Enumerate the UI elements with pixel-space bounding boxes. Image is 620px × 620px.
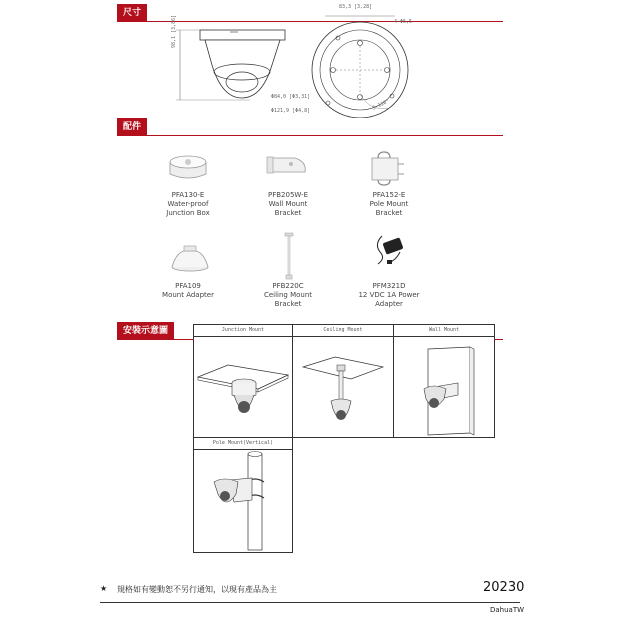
dimension-angle: 3-120°	[371, 98, 391, 112]
accessory-desc: Adapter	[375, 300, 403, 308]
mount-panel-wall	[393, 324, 495, 438]
footer-star-icon: ★	[100, 584, 108, 593]
accessory-desc: 12 VDC 1A Power	[358, 291, 420, 299]
junction-box-image	[166, 152, 210, 182]
footer-brand: DahuaTW	[490, 606, 525, 614]
footer-document-number: 20230	[483, 580, 525, 595]
mount-title: Junction Mount	[194, 325, 292, 337]
mount-title: Ceiling Mount	[293, 325, 393, 337]
footer-disclaimer: 規格如有變動恕不另行通知，以現有產品為主	[117, 585, 277, 594]
accessory-mount-adapter	[138, 282, 238, 300]
pole-mount-drawing	[194, 450, 292, 552]
accessory-wall-mount	[238, 191, 338, 218]
section-tag-dimensions: 尺寸	[117, 4, 147, 22]
section-tag-accessories: 配件	[117, 118, 147, 136]
mount-panel-junction	[193, 324, 293, 438]
ceiling-mount-drawing	[293, 337, 393, 437]
wall-mount-drawing	[394, 337, 494, 437]
mount-title: Pole Mount(Vertical)	[194, 438, 292, 450]
accessory-model: PFB205W-E	[268, 191, 308, 199]
accessory-desc: Bracket	[375, 209, 403, 217]
pole-mount-bracket-image	[368, 150, 408, 186]
wall-mount-bracket-image	[265, 154, 311, 178]
accessory-pole-mount	[339, 191, 439, 218]
dimension-height: 98,1 [3,86]	[171, 14, 177, 48]
dimension-diameter-outer: Φ121,9 [Φ4,8]	[271, 108, 311, 114]
accessory-ceiling-mount	[238, 282, 338, 309]
power-adapter-image	[370, 230, 406, 266]
accessory-power-adapter	[339, 282, 439, 309]
accessory-desc: Bracket	[274, 209, 302, 217]
accessory-junction-box	[138, 191, 238, 218]
accessory-model: PFA152-E	[372, 191, 406, 199]
accessory-model: PFB220C	[272, 282, 304, 290]
dimension-width: 83,3 [3,28]	[339, 4, 373, 10]
accessory-desc: Wall Mount	[268, 200, 308, 208]
accessory-model: PFA109	[175, 282, 201, 290]
footer-divider	[100, 602, 520, 603]
accessory-desc: Junction Box	[166, 209, 210, 217]
accessory-model: PFM321D	[372, 282, 406, 290]
mount-adapter-image	[170, 243, 210, 273]
mount-panel-ceiling	[292, 324, 394, 438]
mount-title: Wall Mount	[394, 325, 494, 337]
dimension-diameter-inner: Φ84,0 [Φ3,31]	[271, 94, 311, 100]
accessory-desc: Ceiling Mount	[263, 291, 313, 299]
accessory-desc: Water-proof	[167, 200, 209, 208]
accessory-model: PFA130-E	[171, 191, 205, 199]
accessory-desc: Bracket	[274, 300, 302, 308]
accessory-desc: Mount Adapter	[162, 291, 214, 299]
dimension-holes: 4-Φ5,5	[394, 19, 413, 25]
accessory-desc: Pole Mount	[369, 200, 409, 208]
ceiling-mount-bracket-image	[283, 232, 295, 280]
junction-mount-drawing	[194, 337, 292, 437]
section-divider	[117, 135, 503, 136]
mount-panel-pole	[193, 437, 293, 553]
section-tag-installation: 安裝示意圖	[117, 322, 174, 340]
